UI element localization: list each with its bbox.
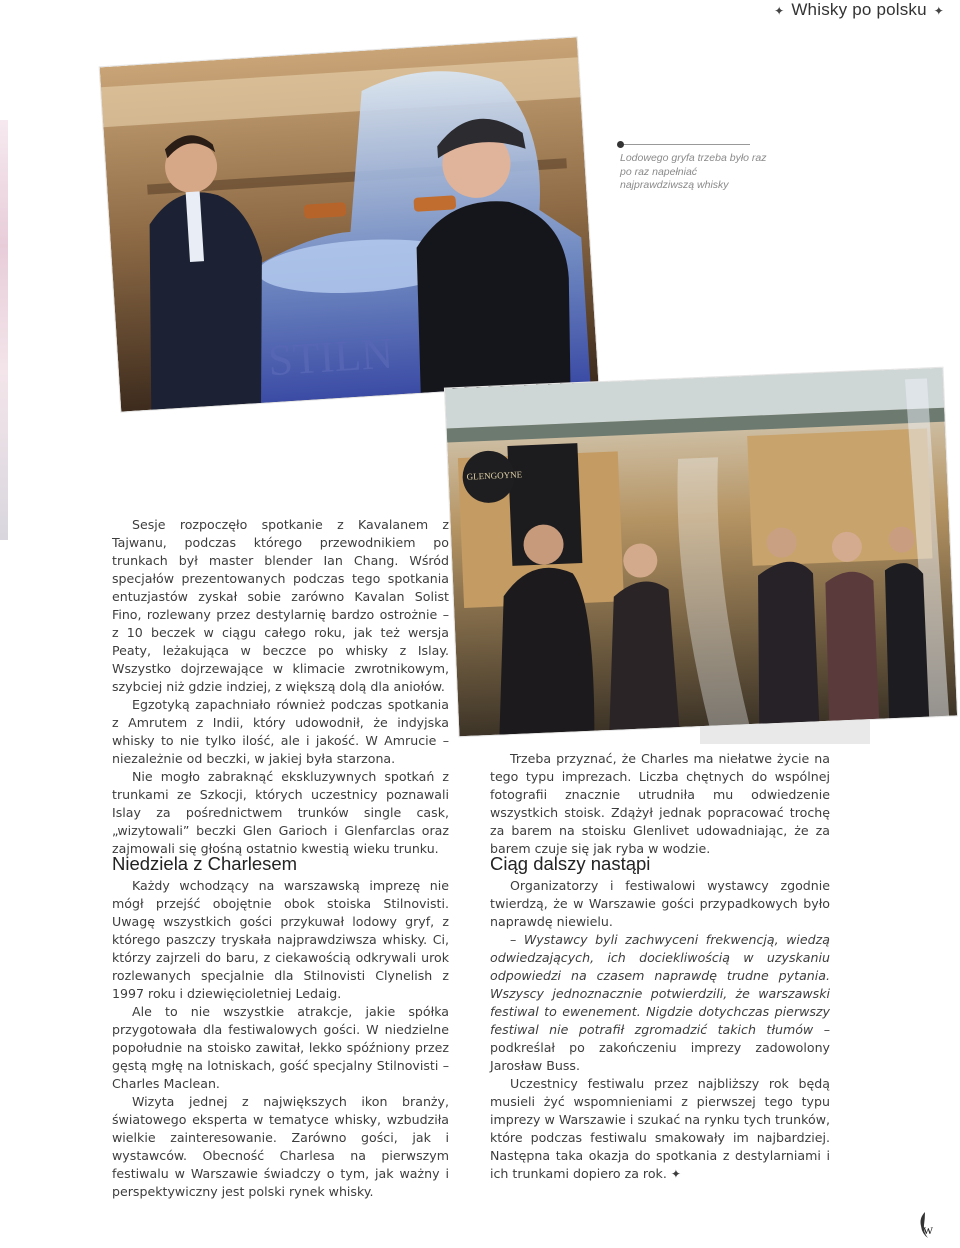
caption-rule	[620, 144, 750, 145]
article-paragraph: Trzeba przyznać, że Charles ma niełatwe życie na tego typu imprezach. Liczba chętnych do wspólnej fotografii znacznie utrudniła mu odwiedzenie wszystkich stoisk. Zdążył jednak popracować trochę za barem na stoisku Glenlivet udowadniając, że za barem czuje się jak ryba w wodzie.	[490, 751, 830, 856]
svg-text:GLENGOYNE: GLENGOYNE	[466, 469, 523, 482]
closing-text: Uczestnicy festiwalu przez najbliższy rok będą musieli żyć wspomnieniami z pierwszej tego typu imprezy w Warszawie i szukać na rynku tych trunków, które podczas festiwalu smakowały im najbardziej. Następna taka okazja do spotkania z destylarniami i ich trunkami dopiero za rok.	[490, 1076, 830, 1181]
article-paragraph: Sesje rozpoczęło spotkanie z Kavalanem z Tajwanu, podczas którego przewodnikiem po trunkach był master blender Ian Chang. Wśród specjałów prezentowanych podczas tego spotkania entuzjastów zyskał sobie zarówno Kavalan Solist Fino, rozlewany przez destylarnię bardzo ostrożnie – z 10 beczek w ciągu całego roku, jak też wersja Peaty, leżakująca w beczce po whisky z Islay. Wszystko dojrzewające w klimacie zwrotnikowym, szybciej niż gdzie indziej, z większą dolą dla aniołów.	[112, 517, 449, 694]
article-paragraph: Każdy wchodzący na warszawską imprezę nie mógł przejść obojętnie obok stoiska Stilnovisti. Uwagę wszystkich gości przykuwał lodowy gryf, z którego paszczy tryskała najprawdziwsza whisky. Ci, którzy zajrzeli do baru, z ciekawością odkrywali urok rozlewanych specjalnie dla Stilnovisti Clynelish z 1997 roku i dziewięcioletniej Ledaig.	[112, 878, 449, 1001]
article-paragraph	[490, 1075, 830, 1183]
photo-glengoyne-stand	[445, 368, 957, 737]
magazine-logo-icon	[916, 1210, 938, 1240]
caption-bullet	[617, 141, 624, 148]
quote-attribution: – podkreślał po zakończeniu imprezy zadowolony Jarosław Buss.	[490, 1022, 830, 1073]
svg-text:w: w	[923, 1223, 934, 1238]
left-edge-photo-strip	[0, 120, 8, 540]
article-paragraph: Egzotyką zapachniało również podczas spotkania z Amrutem z Indii, który udowodnił, że indyjska whisky to nie tylko ilość, ale i jakość. W Amrucie – niezależnie od beczki, w jakiej była starzona.	[112, 697, 449, 766]
article-paragraph: Organizatorzy i festiwalowi wystawcy zgodnie twierdzą, że w Warszawie gości przypadkowych było naprawdę niewielu.	[490, 878, 830, 929]
article-paragraph: Ale to nie wszystkie atrakcje, jakie spółka przygotowała dla festiwalowych gości. W niedzielne popołudnie na stoisko zawitał, lekko spóźniony przez gęstą mgłę na lotniskach, gość specjalny Stilnovisti – Charles Maclean.	[112, 1004, 449, 1091]
end-star-icon: ✦	[670, 1167, 681, 1181]
section-title: Whisky po polsku	[791, 0, 927, 19]
quote-text: – Wystawcy byli zachwyceni frekwencją, wiedzą odwiedzających, ich dociekliwością w uzyskaniu odpowiedzi na czasem naprawdę trudne pytania. Wszyscy jednoznacznie potwierdzili, że warszawski festiwal to ewenement. Nigdzie dotychczas pierwszy festiwal nie potrafił zgromadzić takich tłumów	[490, 932, 830, 1037]
section-header	[772, 0, 946, 22]
article-paragraph: Wizyta jednej z największych ikon branży, światowego eksperta w tematyce whisky, wzbudziła wielkie zainteresowanie. Zarówno gości, jak i wystawców. Obecność Charlesa na pierwszym festiwalu w Warszawie świadczy o tym, jak ważny i perspektywiczny jest polski rynek whisky.	[112, 1094, 449, 1199]
article-paragraph: Nie mogło zabraknąć ekskluzywnych spotkań z trunkami ze Szkocji, których uczestnicy poznawali Islay za pośrednictwem trunków single cask, „wizytowali” beczki Glen Garioch i Glenfarclas oraz zajmowali się głośną ostatnio kwestią wieku trunku.	[112, 769, 449, 856]
star-icon: ✦	[933, 4, 944, 18]
article-paragraph-quote	[490, 931, 830, 1075]
photo-glengoyne-image	[445, 368, 957, 737]
section-heading: Niedziela z Charlesem	[112, 853, 298, 874]
caption-text: Lodowego gryfa trzeba było raz po raz napełniać najprawdziwszą whisky	[620, 152, 767, 191]
section-ciag-dalszy	[490, 853, 830, 1183]
star-icon: ✦	[774, 4, 785, 18]
photo-ice-bar-image	[100, 37, 599, 411]
svg-text:STILN: STILN	[266, 328, 395, 386]
article-column-2	[490, 750, 830, 858]
article-column-1	[112, 516, 449, 858]
section-heading: Ciąg dalszy nastąpi	[490, 853, 651, 874]
section-niedziela	[112, 853, 449, 1201]
photo-ice-bar	[100, 37, 599, 411]
photo-caption	[620, 140, 770, 193]
